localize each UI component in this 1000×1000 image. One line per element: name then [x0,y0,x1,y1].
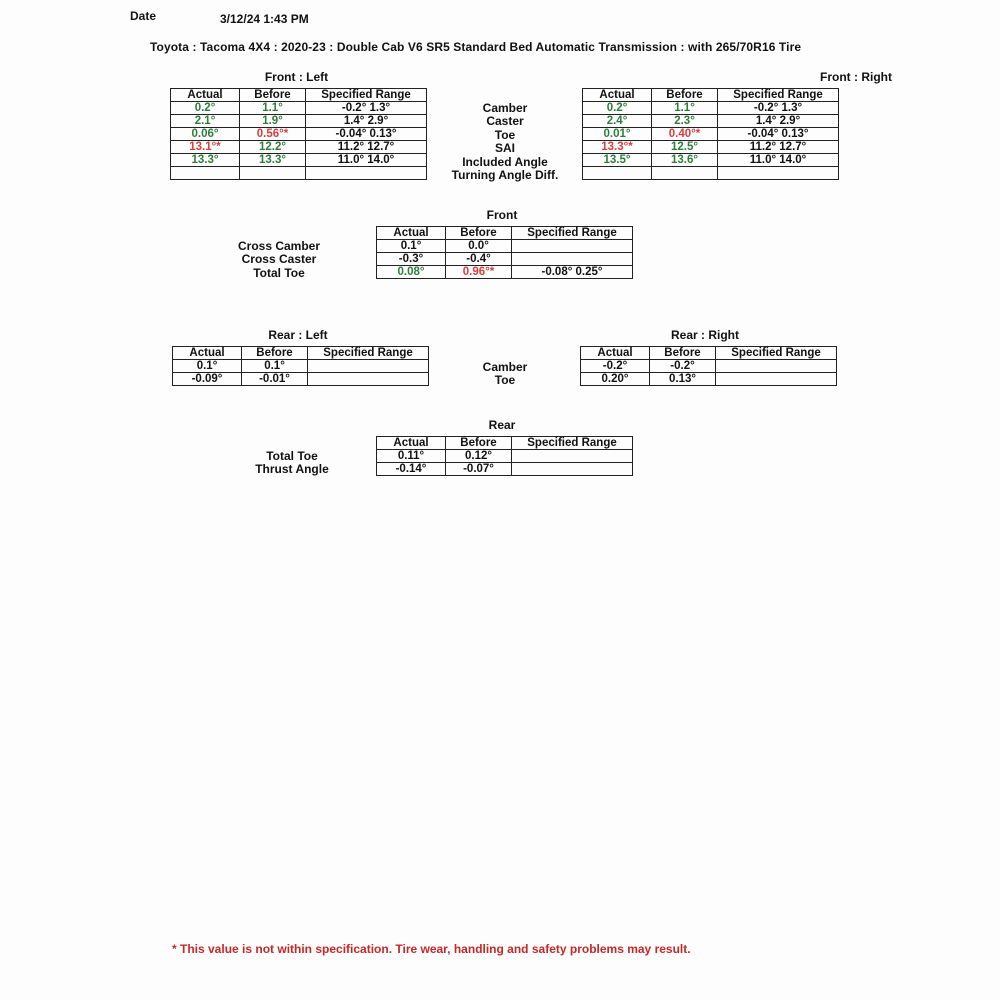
row-label: Camber [482,360,528,374]
table-header-row [171,89,427,102]
actual-cell: 0.06° [171,128,240,141]
row-label: SAI [494,141,515,156]
before-cell: -0.01° [242,373,308,386]
table-row [377,240,633,253]
rear-title: Rear [488,418,516,432]
column-header: Actual [173,347,242,360]
row-label: Turning Angle Diff. [451,168,559,183]
front-left-title: Front : Left [264,70,329,84]
column-header: Specified Range [306,89,427,102]
row-label: Total Toe [253,265,305,280]
actual-cell: 13.1°* [171,141,240,154]
rear-right-table [580,346,837,386]
before-cell: 1.9° [240,115,306,128]
actual-cell: 0.20° [581,373,650,386]
front-right-title: Front : Right [820,70,892,84]
column-header: Actual [377,227,446,240]
front-left-table [170,88,427,180]
range-cell: 11.0° 14.0° [718,154,839,167]
before-cell: 13.6° [652,154,718,167]
before-cell: 0.12° [446,450,512,463]
table-row [583,128,839,141]
actual-cell: 0.2° [171,102,240,115]
column-header: Specified Range [512,227,633,240]
column-header: Actual [583,89,652,102]
date-label: Date [130,9,157,23]
table-row [171,115,427,128]
table-header-row [377,437,633,450]
actual-cell: 0.01° [583,128,652,141]
range-cell [716,360,837,373]
column-header: Specified Range [718,89,839,102]
before-cell: -0.2° [650,360,716,373]
range-cell [306,167,427,180]
range-cell: 11.2° 12.7° [718,141,839,154]
table-row [377,450,633,463]
front-row-labels [430,102,580,182]
range-cell [512,450,633,463]
range-cell: -0.04° 0.13° [718,128,839,141]
table-row [583,167,839,180]
rear-total-table [376,436,633,476]
table-row [377,266,633,279]
table-header-row [377,227,633,240]
actual-cell: -0.2° [581,360,650,373]
range-cell [512,463,633,476]
row-label: Cross Camber [237,239,321,253]
before-cell: 0.56°* [240,128,306,141]
row-label: Camber [482,101,528,115]
before-cell: 0.13° [650,373,716,386]
before-cell: 12.5° [652,141,718,154]
before-cell: 12.2° [240,141,306,154]
table-row [583,154,839,167]
before-cell: 1.1° [240,102,306,115]
before-cell: 0.96°* [446,266,512,279]
before-cell: 13.3° [240,154,306,167]
before-cell [240,167,306,180]
actual-cell: 2.4° [583,115,652,128]
spec-warning-footnote: * This value is not within specification. Tire wear, handling and safety problems may result. [172,942,691,956]
table-row [583,115,839,128]
front-total-table [376,226,633,279]
table-row [581,373,837,386]
row-label: Cross Caster [241,252,317,267]
range-cell: 1.4° 2.9° [306,115,427,128]
table-header-row [173,347,429,360]
before-cell: 0.1° [242,360,308,373]
column-header: Before [242,347,308,360]
actual-cell: 0.1° [173,360,242,373]
table-row [171,154,427,167]
column-header: Specified Range [716,347,837,360]
actual-cell: 13.3° [171,154,240,167]
range-cell [308,360,429,373]
actual-cell: 0.1° [377,240,446,253]
table-row [583,141,839,154]
actual-cell: -0.3° [377,253,446,266]
column-header: Before [446,437,512,450]
actual-cell [583,167,652,180]
range-cell: -0.2° 1.3° [306,102,427,115]
actual-cell: 13.3°* [583,141,652,154]
table-header-row [583,89,839,102]
actual-cell [171,167,240,180]
range-cell: -0.08° 0.25° [512,266,633,279]
before-cell: 1.1° [652,102,718,115]
range-cell [716,373,837,386]
date-value: 3/12/24 1:43 PM [220,12,309,26]
row-label: Thrust Angle [255,462,329,477]
row-label: Toe [494,127,516,142]
table-row [173,373,429,386]
rear-row-labels [430,361,580,388]
rear-total-labels [232,450,352,477]
range-cell [718,167,839,180]
range-cell: -0.2° 1.3° [718,102,839,115]
column-header: Specified Range [308,347,429,360]
column-header: Actual [377,437,446,450]
range-cell [512,253,633,266]
before-cell: 2.3° [652,115,718,128]
range-cell: 1.4° 2.9° [718,115,839,128]
before-cell: 0.40°* [652,128,718,141]
row-label: Toe [494,373,516,388]
rear-left-title: Rear : Left [268,328,328,342]
front-total-labels [220,240,338,280]
range-cell [512,240,633,253]
range-cell [308,373,429,386]
actual-cell: -0.09° [173,373,242,386]
table-row [581,360,837,373]
column-header: Actual [581,347,650,360]
front-right-table [582,88,839,180]
row-label: Caster [486,114,524,129]
table-row [171,102,427,115]
row-label: Total Toe [266,449,318,463]
column-header: Actual [171,89,240,102]
table-row [171,167,427,180]
rear-right-title: Rear : Right [670,328,739,342]
actual-cell: 2.1° [171,115,240,128]
front-title: Front [486,208,518,222]
table-header-row [581,347,837,360]
table-row [377,253,633,266]
actual-cell: 13.5° [583,154,652,167]
column-header: Specified Range [512,437,633,450]
range-cell: 11.2° 12.7° [306,141,427,154]
actual-cell: 0.11° [377,450,446,463]
before-cell: -0.07° [446,463,512,476]
range-cell: -0.04° 0.13° [306,128,427,141]
rear-left-table [172,346,429,386]
column-header: Before [652,89,718,102]
table-row [173,360,429,373]
row-label: Included Angle [462,154,548,169]
before-cell [652,167,718,180]
column-header: Before [650,347,716,360]
table-row [171,128,427,141]
before-cell: 0.0° [446,240,512,253]
actual-cell: 0.08° [377,266,446,279]
actual-cell: 0.2° [583,102,652,115]
column-header: Before [240,89,306,102]
table-row [171,141,427,154]
column-header: Before [446,227,512,240]
vehicle-description: Toyota : Tacoma 4X4 : 2020-23 : Double Cab V6 SR5 Standard Bed Automatic Transmission : with 265/70R16 Tire [150,40,802,54]
table-row [377,463,633,476]
table-row [583,102,839,115]
before-cell: -0.4° [446,253,512,266]
range-cell: 11.0° 14.0° [306,154,427,167]
actual-cell: -0.14° [377,463,446,476]
